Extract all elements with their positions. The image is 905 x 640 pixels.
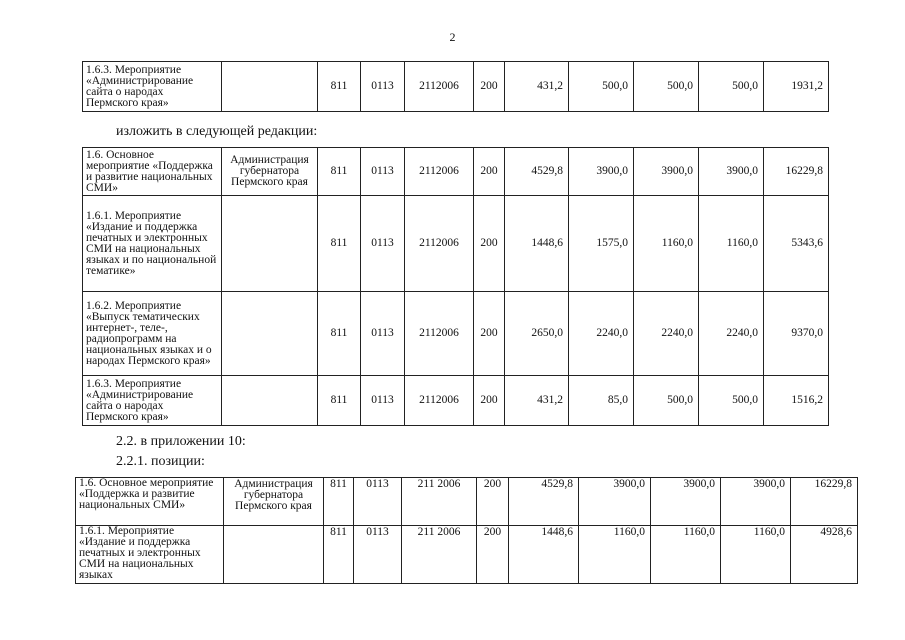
- cell-csr: 2112006: [405, 376, 474, 426]
- cell-name: 1.6.2. Мероприятие «Выпуск тематических интернет-, теле-, радиопрограмм на национальных языках и о народах Пермского края»: [83, 292, 222, 376]
- table-new: [82, 147, 829, 426]
- cell-vr: 200: [474, 196, 505, 292]
- cell-vr: 200: [477, 478, 509, 526]
- cell-value-2: 3900,0: [569, 148, 634, 196]
- cell-value-3: 2240,0: [634, 292, 699, 376]
- cell-value-2: 500,0: [569, 62, 634, 112]
- cell-total: 1931,2: [764, 62, 829, 112]
- cell-grbs: 811: [318, 196, 361, 292]
- cell-grbs: 811: [324, 526, 354, 584]
- cell-value-4: 1160,0: [721, 526, 791, 584]
- cell-owner: [222, 196, 318, 292]
- cell-value-1: 1448,6: [505, 196, 569, 292]
- cell-name: 1.6.1. Мероприятие «Издание и поддержка печатных и электронных СМИ на национальных языках: [76, 526, 224, 584]
- cell-total: 9370,0: [764, 292, 829, 376]
- cell-vr: 200: [477, 526, 509, 584]
- cell-csr: 2112006: [405, 196, 474, 292]
- cell-value-3: 500,0: [634, 62, 699, 112]
- cell-value-2: 1575,0: [569, 196, 634, 292]
- cell-value-2: 85,0: [569, 376, 634, 426]
- cell-value-1: 4529,8: [505, 148, 569, 196]
- cell-value-1: 431,2: [505, 62, 569, 112]
- cell-name: 1.6. Основное мероприятие «Поддержка и развитие национальных СМИ»: [76, 478, 224, 526]
- cell-grbs: 811: [324, 478, 354, 526]
- cell-value-2: 3900,0: [579, 478, 651, 526]
- cell-rzpr: 0113: [354, 478, 402, 526]
- table-row: [83, 376, 829, 426]
- cell-vr: 200: [474, 376, 505, 426]
- cell-value-3: 3900,0: [634, 148, 699, 196]
- table-row: [83, 148, 829, 196]
- cell-rzpr: 0113: [354, 526, 402, 584]
- paragraph-edit: изложить в следующей редакции:: [116, 124, 318, 139]
- cell-value-2: 1160,0: [579, 526, 651, 584]
- cell-value-4: 1160,0: [699, 196, 764, 292]
- cell-csr: 2112006: [405, 62, 474, 112]
- cell-vr: 200: [474, 62, 505, 112]
- cell-value-2: 2240,0: [569, 292, 634, 376]
- cell-name: 1.6.3. Мероприятие «Администрирование сайта о народах Пермского края»: [83, 376, 222, 426]
- cell-value-4: 500,0: [699, 62, 764, 112]
- cell-csr: 211 2006: [402, 526, 477, 584]
- table-before: [82, 61, 829, 112]
- cell-owner: Администрация губернатора Пермского края: [222, 148, 318, 196]
- cell-vr: 200: [474, 292, 505, 376]
- cell-grbs: 811: [318, 62, 361, 112]
- table-row: [76, 526, 858, 584]
- cell-owner: [222, 62, 318, 112]
- cell-value-3: 1160,0: [634, 196, 699, 292]
- table-row: [83, 62, 829, 112]
- cell-total: 4928,6: [791, 526, 858, 584]
- cell-rzpr: 0113: [361, 292, 405, 376]
- cell-value-3: 500,0: [634, 376, 699, 426]
- cell-name: 1.6. Основное мероприятие «Поддержка и развитие национальных СМИ»: [83, 148, 222, 196]
- cell-csr: 2112006: [405, 292, 474, 376]
- cell-grbs: 811: [318, 148, 361, 196]
- cell-value-4: 3900,0: [721, 478, 791, 526]
- table-row: [76, 478, 858, 526]
- cell-value-1: 2650,0: [505, 292, 569, 376]
- cell-value-4: 500,0: [699, 376, 764, 426]
- cell-total: 16229,8: [764, 148, 829, 196]
- cell-grbs: 811: [318, 376, 361, 426]
- cell-name: 1.6.3. Мероприятие «Администрирование сайта о народах Пермского края»: [83, 62, 222, 112]
- cell-owner: [222, 376, 318, 426]
- cell-owner: [224, 526, 324, 584]
- cell-owner: Администрация губернатора Пермского края: [224, 478, 324, 526]
- cell-value-3: 3900,0: [651, 478, 721, 526]
- cell-value-1: 1448,6: [509, 526, 579, 584]
- page-number: 2: [449, 30, 456, 44]
- cell-value-1: 431,2: [505, 376, 569, 426]
- cell-grbs: 811: [318, 292, 361, 376]
- cell-rzpr: 0113: [361, 376, 405, 426]
- cell-value-4: 2240,0: [699, 292, 764, 376]
- cell-rzpr: 0113: [361, 196, 405, 292]
- cell-name: 1.6.1. Мероприятие «Издание и поддержка печатных и электронных СМИ на национальных языках и по национальной тематике»: [83, 196, 222, 292]
- cell-value-1: 4529,8: [509, 478, 579, 526]
- cell-rzpr: 0113: [361, 62, 405, 112]
- cell-csr: 2112006: [405, 148, 474, 196]
- paragraph-positions: 2.2.1. позиции:: [116, 454, 205, 469]
- cell-rzpr: 0113: [361, 148, 405, 196]
- table-row: [83, 292, 829, 376]
- cell-owner: [222, 292, 318, 376]
- cell-value-3: 1160,0: [651, 526, 721, 584]
- table-annex: [75, 477, 858, 584]
- table-row: [83, 196, 829, 292]
- cell-csr: 211 2006: [402, 478, 477, 526]
- cell-value-4: 3900,0: [699, 148, 764, 196]
- cell-total: 16229,8: [791, 478, 858, 526]
- cell-total: 1516,2: [764, 376, 829, 426]
- cell-vr: 200: [474, 148, 505, 196]
- cell-total: 5343,6: [764, 196, 829, 292]
- paragraph-annex: 2.2. в приложении 10:: [116, 434, 246, 449]
